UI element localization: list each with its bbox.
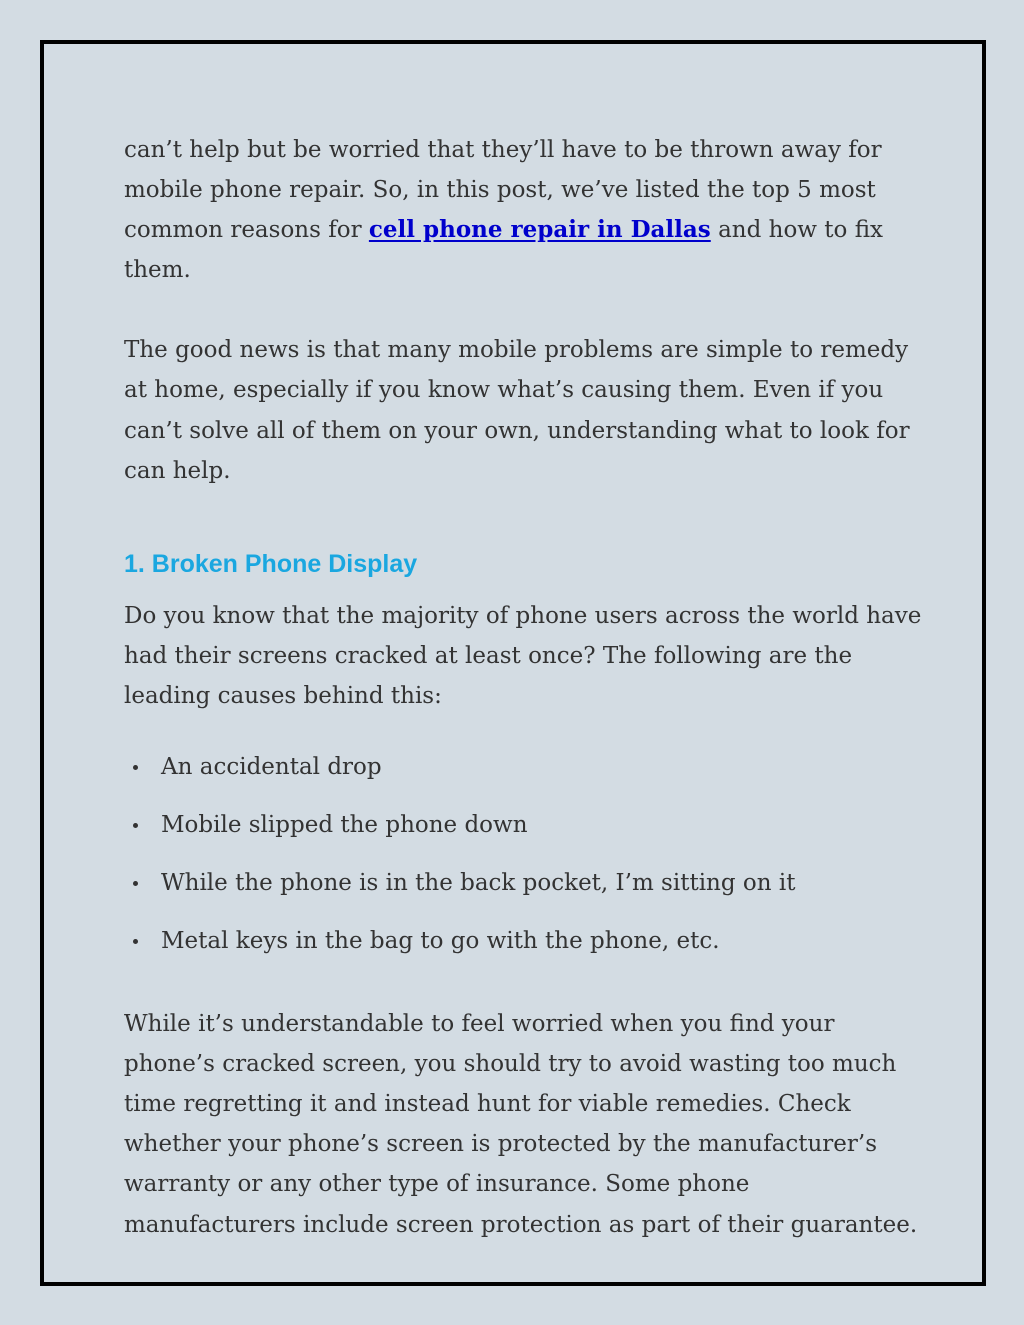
- intro-paragraph: [124, 130, 924, 290]
- page-frame: [40, 40, 986, 1286]
- list-item-text: Metal keys in the bag to go with the phone, etc.: [161, 928, 720, 955]
- list-item: [124, 738, 924, 796]
- bullet-icon: [133, 765, 138, 770]
- intro-text-after-link: and how to fix them.: [124, 217, 884, 284]
- bullet-icon: [133, 939, 138, 944]
- bullet-icon: [133, 823, 138, 828]
- list-item: [124, 796, 924, 854]
- article-body: [124, 130, 924, 1245]
- section-heading-broken-display: 1. Broken Phone Display: [124, 549, 418, 578]
- list-item: [124, 912, 924, 970]
- advice-paragraph: While it’s understandable to feel worried when you find your phone’s cracked screen, you should try to avoid wasting too much time regretting it and instead hunt for viable remedies. Check whether your phone’s screen is protected by the manufacturer’s warranty or any other type of insurance. Some phone manufacturers include screen protection as part of their guarantee.: [124, 1011, 918, 1238]
- causes-intro-paragraph: Do you know that the majority of phone users across the world have had their screens cracked at least once? The following are the leading causes behind this:: [124, 602, 922, 709]
- list-item-text: Mobile slipped the phone down: [161, 812, 528, 839]
- list-item-text: While the phone is in the back pocket, I’m sitting on it: [161, 870, 796, 897]
- good-news-paragraph: The good news is that many mobile problems are simple to remedy at home, especially if you know what’s causing them. Even if you can’t solve all of them on your own, understanding what to look for can help.: [124, 337, 910, 484]
- intro-text-before-link: can’t help but be worried that they’ll have to be thrown away for mobile phone repair. So, in this post, we’ve listed the top 5 most common reasons for: [124, 137, 882, 244]
- bullet-icon: [133, 881, 138, 886]
- causes-list: [124, 738, 924, 970]
- list-item: [124, 854, 924, 912]
- cell-phone-repair-dallas-link[interactable]: cell phone repair in Dallas: [368, 216, 711, 244]
- list-item-text: An accidental drop: [161, 754, 382, 781]
